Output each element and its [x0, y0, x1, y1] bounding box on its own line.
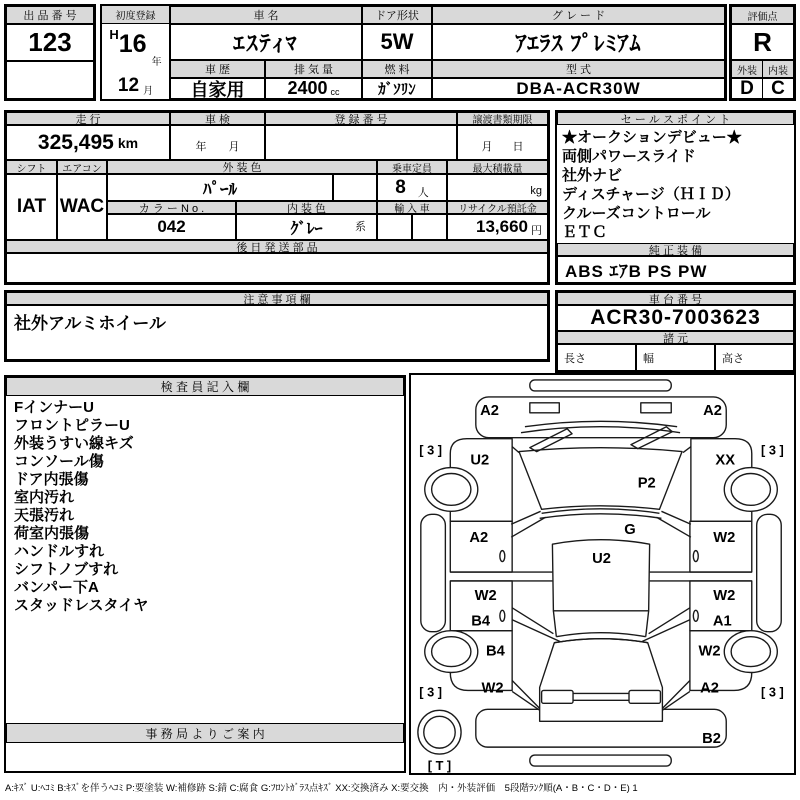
side-sill-left: [421, 514, 446, 631]
sales-point-line: 両側パワースライド: [562, 148, 696, 165]
vehicle-damage-diagram: [411, 375, 794, 773]
car-name-header: 車 名: [170, 6, 362, 24]
capacity-number: 8: [395, 176, 406, 198]
inspector-item: シフトノブすれ: [14, 561, 119, 578]
damage-mark-rear-door-left-upper: W2: [474, 587, 497, 604]
tailgate: [540, 639, 663, 722]
model-code-value: DBA-ACR30W: [432, 78, 725, 99]
damage-mark-front-door-left: A2: [469, 530, 489, 547]
color-no-header: カ ラ ー N o .: [107, 201, 236, 214]
score-box: [729, 4, 796, 101]
shift-header: シフト: [6, 160, 57, 174]
tire-tread-rear-left: [ 3 ]: [419, 684, 442, 700]
grade-value: ｱｴﾗｽ ﾌﾟﾚﾐｱﾑ: [432, 24, 725, 60]
specs-header: 諸 元: [557, 331, 794, 344]
inspector-item: ドア内張傷: [14, 471, 89, 488]
displacement-number: 2400: [287, 78, 328, 98]
exterior-grade-value: D: [731, 78, 763, 99]
front-bumper: [476, 397, 726, 438]
spare-tire-mark: [ T ]: [427, 757, 452, 773]
door-handle-rear-right: [693, 610, 698, 621]
inspector-item: バンパー下A: [14, 579, 99, 596]
windshield: [519, 448, 682, 510]
later-parts-value: [6, 253, 548, 283]
body-color-header: 外 装 色: [107, 160, 377, 174]
grille-right: [641, 403, 671, 413]
reg-year: 16: [118, 30, 147, 58]
damage-mark-front-door-right: W2: [713, 530, 736, 547]
sales-points-list: [562, 128, 790, 242]
first-registration-column: [102, 6, 170, 99]
notes-header: 注 意 事 項 欄: [6, 292, 548, 305]
grade-header: グ レ ー ド: [432, 6, 725, 24]
inspector-item: 室内汚れ: [14, 489, 75, 506]
mileage-number: 325,495: [37, 130, 114, 154]
deadline-day-placeholder: 日: [512, 141, 524, 153]
front-door-left: [450, 521, 512, 572]
aircon-header: エアコン: [57, 160, 107, 174]
sales-point-line: ★オークションデビュー★: [562, 129, 742, 146]
interior-grade-value: C: [762, 78, 794, 99]
displacement-header: 排 気 量: [265, 60, 362, 78]
tire-tread-front-left: [ 3 ]: [419, 442, 442, 458]
legend-text: A:ｷｽﾞ U:ﾍｺﾐ B:ｷｽﾞを伴うﾍｺﾐ P:要塗装 W:補修跡 S:錆 C:腐食 G:ﾌﾛﾝﾄｶﾞﾗｽ点ｷｽﾞ XX:交換済み X:要交換 内・外装評価 5段階ﾗﾝｸ順(A・B・C・D・E) 1: [5, 783, 638, 794]
interior-color-suffix: 系: [355, 221, 366, 233]
door-handle-rear-left: [500, 610, 505, 621]
sales-point-line: 社外ナビ: [562, 167, 623, 184]
inspector-item: フロントピラーU: [14, 417, 130, 434]
import-car-cell-2: [412, 214, 447, 240]
mileage-header: 走 行: [6, 112, 170, 125]
damage-mark-front-bumper-left: A2: [480, 402, 499, 419]
model-code-header: 型 式: [432, 60, 725, 78]
chassis-no-header: 車 台 番 号: [557, 292, 794, 305]
shaken-month-placeholder: 月: [228, 141, 240, 153]
auction-no-box: [4, 4, 96, 101]
history-value: 自家用: [170, 78, 265, 99]
capacity-value: [377, 174, 447, 201]
fuel-header: 燃 料: [362, 60, 432, 78]
damage-mark-windshield: P2: [637, 475, 656, 492]
oem-equipment-header: 純 正 装 備: [557, 243, 794, 256]
damage-mark-front-fender-right: XX: [715, 452, 736, 469]
damage-mark-front-bumper-right: A2: [703, 402, 722, 419]
damage-mark-rear-door-left-lower: B4: [471, 613, 491, 630]
office-header: 事 務 局 よ り ご 案 内: [6, 723, 404, 743]
spec-height-label: 高さ: [715, 344, 794, 371]
inspector-item: FインナーU: [14, 399, 94, 416]
aircon-value: WAC: [57, 174, 107, 240]
capacity-header: 乗車定員: [377, 160, 447, 174]
inspector-item: コンソール傷: [14, 453, 104, 470]
history-header: 車 歴: [170, 60, 265, 78]
sales-point-line: ディスチャージ（ＨＩＤ）: [562, 186, 740, 203]
sales-point-line: クルーズコントロール: [562, 205, 711, 222]
body-color-empty-cell: [333, 174, 377, 201]
reg-month: 12: [117, 74, 140, 96]
car-name-value: ｴｽﾃｨﾏ: [170, 24, 362, 60]
import-car-header: 輸 入 車: [377, 201, 447, 214]
tire-tread-front-right: [ 3 ]: [761, 442, 784, 458]
damage-mark-rear-fender-right: W2: [698, 643, 721, 660]
inspector-header: 検 査 員 記 入 欄: [6, 377, 404, 396]
capacity-unit: 人: [417, 186, 429, 199]
mileage-unit: km: [117, 134, 139, 151]
auction-no-value: 123: [6, 24, 94, 61]
door-shape-value: 5W: [362, 24, 432, 60]
front-door-right: [690, 521, 752, 572]
damage-mark-rear-quarter-right: A2: [700, 680, 719, 697]
inspector-item: 荷室内張傷: [14, 525, 90, 542]
rear-bumper-strip: [530, 755, 671, 766]
side-sill-right: [757, 514, 782, 631]
recycle-fee-number: 13,660: [476, 217, 528, 236]
chassis-no-value: ACR30-7003623: [557, 305, 794, 331]
max-load-header: 最大積載量: [447, 160, 548, 174]
door-seams: [450, 572, 751, 581]
cowl: [540, 509, 662, 518]
sales-point-line: ＥＴＣ: [562, 224, 608, 241]
import-car-cell-1: [377, 214, 412, 240]
inspector-item-list: [14, 399, 398, 719]
recycle-fee-value: [447, 214, 548, 240]
body-color-value: ﾊﾟｰﾙ: [107, 174, 333, 201]
door-shape-header: ドア形状: [362, 6, 432, 24]
month-suffix: 月: [143, 86, 154, 97]
displacement-unit: cc: [330, 87, 340, 97]
reg-no-header: 登 録 番 号: [265, 112, 457, 125]
displacement-value: [265, 78, 362, 99]
damage-mark-cowl-glass: G: [624, 522, 636, 539]
damage-diagram-box: [409, 373, 796, 775]
notes-box: [4, 290, 550, 362]
door-handle-front-right: [693, 551, 698, 562]
office-value: [6, 743, 404, 771]
notes-value: 社外アルミホイール: [6, 305, 548, 360]
shaken-value: [170, 125, 265, 160]
later-parts-header: 後 日 発 送 部 品: [6, 240, 548, 253]
max-load-unit: kg: [530, 185, 542, 197]
exterior-grade-header: 外装: [731, 60, 763, 78]
sales-points-header: セ ー ル ス ポ イ ン ト: [557, 112, 794, 125]
oem-equipment-value: ABS ｴｱB PS PW: [557, 256, 794, 283]
damage-mark-roof: U2: [592, 550, 611, 568]
score-value: R: [731, 24, 794, 60]
damage-mark-rear-door-right-lower: A1: [712, 613, 732, 630]
score-header: 評価点: [731, 6, 794, 24]
d-pillars: [512, 608, 690, 642]
chassis-box: [555, 290, 796, 373]
front-bumper-strip: [530, 380, 671, 391]
recycle-fee-unit: 円: [531, 225, 542, 237]
inspector-item: 外装うすい線キズ: [14, 435, 134, 452]
vehicle-info-box: [100, 4, 727, 101]
sales-points-box: [555, 110, 796, 285]
first-registration-year: [102, 24, 169, 72]
registration-block: [4, 110, 550, 285]
fuel-value: ｶﾞｿﾘﾝ: [362, 78, 432, 99]
damage-mark-rear-bumper: B2: [702, 731, 721, 748]
interior-color-value: [236, 214, 377, 240]
deadline-month-placeholder: 月: [481, 141, 493, 153]
shaken-header: 車 検: [170, 112, 265, 125]
color-no-value: 042: [107, 214, 236, 240]
spec-length-label: 長さ: [557, 344, 636, 371]
recycle-fee-header: リサイクル預託金: [447, 201, 548, 214]
door-handle-front-left: [500, 551, 505, 562]
transfer-deadline-value: [457, 125, 548, 160]
interior-color-header: 内 装 色: [236, 201, 377, 214]
tire-tread-rear-right: [ 3 ]: [761, 684, 784, 700]
first-registration-month: [102, 72, 169, 99]
shift-value: IAT: [6, 174, 57, 240]
car-outline: [418, 380, 781, 766]
interior-grade-header: 内装: [762, 60, 794, 78]
damage-mark-front-fender-left: U2: [470, 452, 490, 469]
damage-mark-rear-door-right-upper: W2: [713, 587, 736, 604]
max-load-value: [447, 174, 548, 201]
auction-no-empty-cell: [6, 61, 94, 99]
a-pillars: [511, 511, 691, 537]
year-suffix: 年: [151, 57, 162, 68]
grille-left: [530, 403, 559, 413]
first-registration-header: 初度登録: [102, 6, 169, 24]
interior-color-name: ｸﾞﾚｰ: [290, 220, 323, 238]
transfer-deadline-header: 譲渡書類期限: [457, 112, 548, 125]
auction-no-header: 出 品 番 号: [6, 6, 94, 24]
spec-width-label: 幅: [636, 344, 715, 371]
hood-edge-2: [525, 421, 677, 426]
damage-mark-rear-fender-left: B4: [486, 643, 505, 660]
damage-mark-rear-quarter-left: W2: [481, 680, 504, 697]
inspector-item: 天張汚れ: [14, 507, 75, 524]
inspector-item: ハンドルすれ: [14, 543, 105, 560]
inspector-item: スタッドレスタイヤ: [14, 597, 149, 614]
inspector-box: [4, 375, 406, 773]
shaken-year-placeholder: 年: [195, 141, 207, 153]
era-letter: H: [109, 27, 119, 42]
mileage-value: [6, 125, 170, 160]
reg-no-value: [265, 125, 457, 160]
